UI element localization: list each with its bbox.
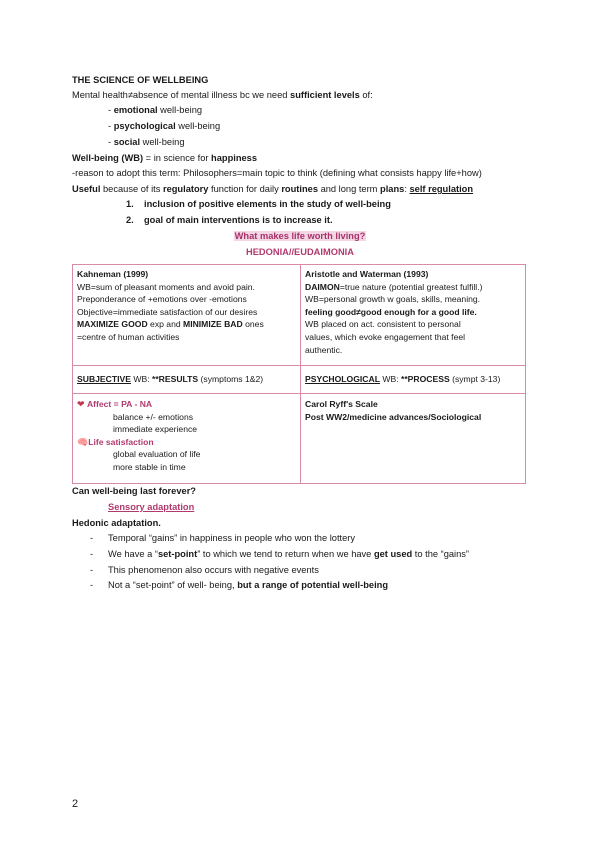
- kahneman-line: Preponderance of +emotions over -emotions: [77, 294, 247, 305]
- cell-aristotle: [305, 268, 482, 356]
- page-title: THE SCIENCE OF WELLBEING: [72, 75, 209, 85]
- page-number: 2: [72, 798, 79, 810]
- level-emotional: - emotional well-being: [108, 105, 203, 115]
- life-item: global evaluation of life: [113, 449, 201, 460]
- cell-ryff: [305, 398, 481, 423]
- bullet-dash: -: [90, 580, 94, 590]
- forever-question: Can well-being last forever?: [72, 486, 196, 496]
- kahneman-line: Objective=immediate satisfaction of our desires: [77, 306, 258, 317]
- numbered-item-2-text: goal of main interventions is to increase it.: [144, 215, 333, 225]
- numbered-item-1: 1.: [126, 199, 134, 209]
- reason-line: -reason to adopt this term: Philosophers=main topic to think (defining what consists happy life+how): [72, 168, 482, 178]
- psychological-wb-label: PSYCHOLOGICAL WB: **PROCESS (sympt 3-13): [305, 374, 501, 384]
- brain-icon: 🧠: [77, 436, 89, 447]
- kahneman-heading: Kahneman (1999): [77, 269, 149, 279]
- aristotle-heading: Aristotle and Waterman (1993): [305, 269, 429, 279]
- heart-icon: ❤: [77, 399, 85, 409]
- aristotle-line: values, which evoke engagement that feel: [305, 331, 466, 342]
- subjective-wb-label: SUBJECTIVE WB: **RESULTS (symptoms 1&2): [77, 374, 264, 384]
- hedonia-heading: HEDONIA//EUDAIMONIA: [246, 247, 354, 257]
- bullet-item: This phenomenon also occurs with negative events: [108, 565, 319, 575]
- numbered-item-1-text: inclusion of positive elements in the study of well-being: [144, 199, 391, 209]
- kahneman-line: =centre of human activities: [77, 331, 180, 342]
- bullet-dash: -: [90, 549, 94, 559]
- cell-kahneman: [77, 268, 264, 344]
- table-divider-vertical: [300, 265, 301, 483]
- intro-line: Mental health≠absence of mental illness bc we need sufficient levels of:: [72, 90, 373, 100]
- level-social: - social well-being: [108, 137, 185, 147]
- comparison-table: [72, 264, 526, 484]
- sensory-adaptation: Sensory adaptation: [108, 502, 195, 512]
- bullet-item: We have a “set-point” to which we tend to return when we have get used to the “gains”: [108, 549, 470, 559]
- bullet-dash: -: [90, 533, 94, 543]
- affect-item: immediate experience: [113, 424, 198, 435]
- table-divider-1: [73, 365, 525, 366]
- table-divider-2: [73, 393, 525, 394]
- bullet-item: Not a “set-point” of well- being, but a range of potential well-being: [108, 580, 389, 590]
- useful-line: Useful because of its regulatory function for daily routines and long term plans: self regulation: [72, 184, 474, 194]
- aristotle-line: WB placed on act. consistent to personal: [305, 319, 461, 330]
- feeling-line: feeling good≠good enough for a good life.: [305, 306, 477, 317]
- hedonic-adaptation: Hedonic adaptation.: [72, 518, 161, 528]
- life-satisfaction-heading: 🧠Life satisfaction: [77, 436, 154, 447]
- cell-affect: [77, 398, 200, 474]
- aristotle-line: authentic.: [305, 344, 343, 355]
- question-heading: What makes life worth living?: [234, 231, 366, 241]
- ryff-heading: Carol Ryff's Scale: [305, 399, 378, 409]
- daimon-line: DAIMON=true nature (potential greatest fulfill.): [305, 281, 483, 292]
- bullet-dash: -: [90, 565, 94, 575]
- bullet-item: Temporal “gains” in happiness in people who won the lottery: [108, 533, 356, 543]
- level-psychological: - psychological well-being: [108, 121, 221, 131]
- maximize-line: MAXIMIZE GOOD exp and MINIMIZE BAD ones: [77, 319, 264, 330]
- post-ww2-line: Post WW2/medicine advances/Sociological: [305, 411, 482, 422]
- affect-item: balance +/- emotions: [113, 411, 194, 422]
- wellbeing-definition: Well-being (WB) = in science for happiness: [72, 153, 258, 163]
- growth-line: WB=personal growth w goals, skills, meaning.: [305, 294, 481, 305]
- life-item: more stable in time: [113, 461, 186, 472]
- numbered-item-2: 2.: [126, 215, 134, 225]
- affect-heading: ❤ Affect = PA - NA: [77, 399, 153, 409]
- kahneman-line: WB=sum of pleasant moments and avoid pain.: [77, 281, 255, 292]
